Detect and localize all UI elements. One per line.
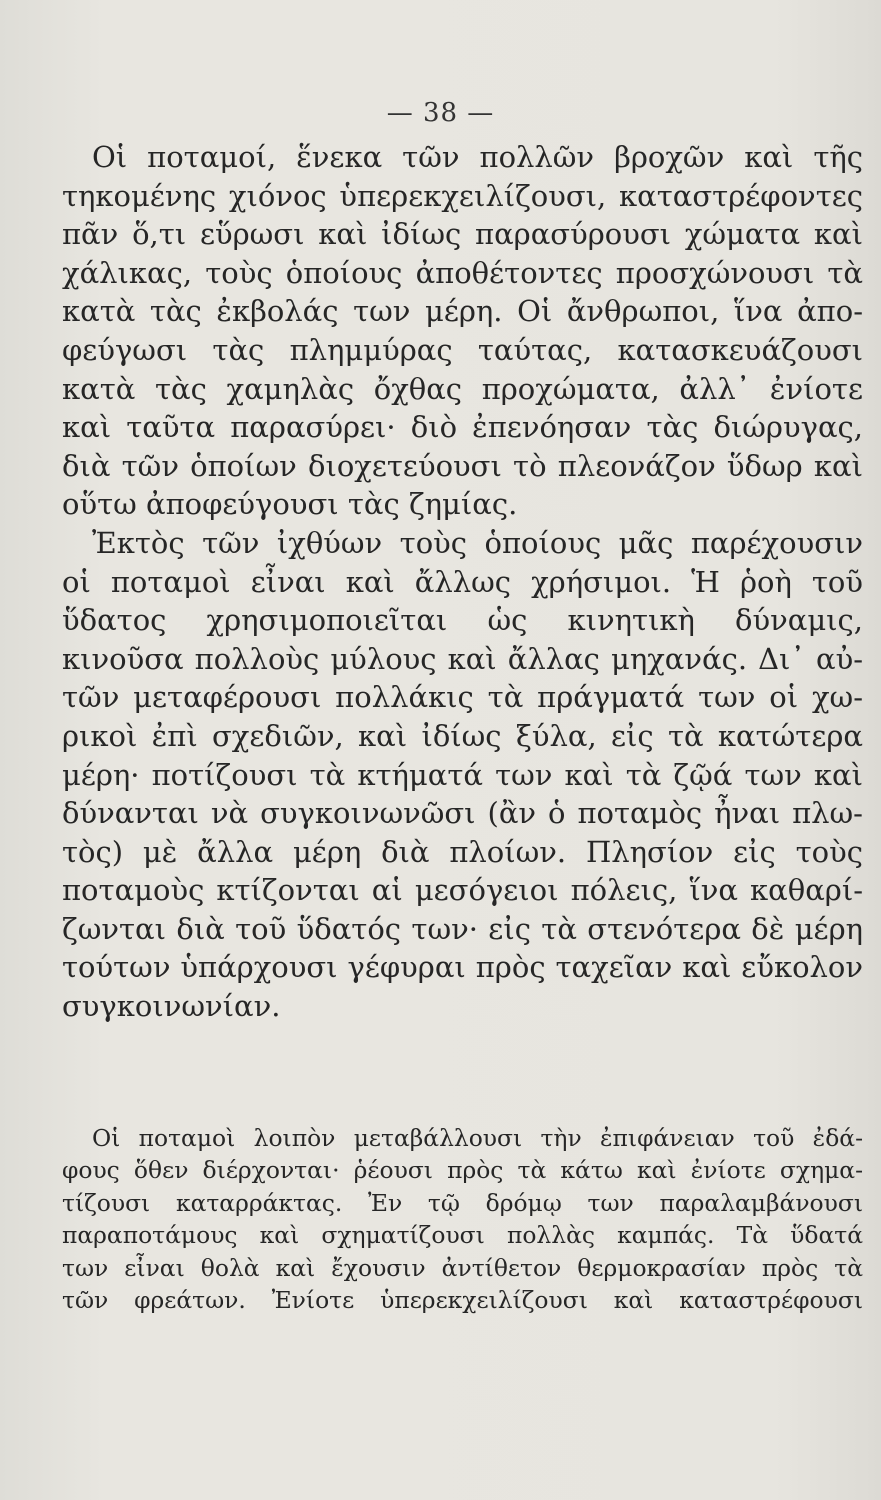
text-line: ζωνται διὰ τοῦ ὕδατός των· εἰς τὰ στενότερα δὲ μέρη bbox=[62, 911, 863, 946]
text-line: ποταμοὺς κτίζονται αἱ μεσόγειοι πόλεις, ἵνα καθαρί- bbox=[62, 873, 863, 908]
text-line: κινοῦσα πολλοὺς μύλους καὶ ἄλλας μηχανάς. Δι᾽ αὐ- bbox=[62, 641, 863, 676]
text-line: μέρη· ποτίζουσι τὰ κτήματά των καὶ τὰ ζῷά των καὶ bbox=[62, 757, 863, 792]
text-line: χάλικας, τοὺς ὁποίους ἀποθέτοντες προσχώνουσι τὰ bbox=[62, 255, 863, 290]
text-line: κατὰ τὰς ἐκβολάς των μέρη. Οἱ ἄνθρωποι, ἵνα ἀπο- bbox=[62, 294, 863, 329]
main-text-block bbox=[62, 138, 863, 1026]
text-line: τῶν φρεάτων. Ἐνίοτε ὑπερεκχειλίζουσι καὶ καταστρέφουσι bbox=[62, 1285, 863, 1314]
text-line: καὶ ταῦτα παρασύρει· διὸ ἐπενόησαν τὰς διώρυγας, bbox=[62, 410, 863, 445]
text-line: φεύγωσι τὰς πλημμύρας ταύτας, κατασκευάζουσι bbox=[62, 332, 863, 367]
text-line: ὕδατος χρησιμοποιεῖται ὡς κινητικὴ δύναμις, bbox=[62, 603, 863, 638]
text-line: οἱ ποταμοὶ εἶναι καὶ ἄλλως χρήσιμοι. Ἡ ῥοὴ τοῦ bbox=[62, 564, 863, 599]
text-line: Οἱ ποταμοί, ἕνεκα τῶν πολλῶν βροχῶν καὶ τῆς bbox=[92, 140, 863, 174]
summary-text-block bbox=[62, 1122, 863, 1316]
text-line: διὰ τῶν ὁποίων διοχετεύουσι τὸ πλεονάζον ὕδωρ καὶ bbox=[62, 448, 863, 483]
text-line: παραποτάμους καὶ σχηματίζουσι πολλὰς καμπάς. Τὰ ὕδατά bbox=[62, 1221, 863, 1250]
text-line: κατὰ τὰς χαμηλὰς ὄχθας προχώματα, ἀλλ᾽ ἐνίοτε bbox=[62, 371, 863, 406]
text-line: δύνανται νὰ συγκοινωνῶσι (ἂν ὁ ποταμὸς ἦναι πλω- bbox=[62, 796, 863, 831]
text-line: φους ὅθεν διέρχονται· ῥέουσι πρὸς τὰ κάτω καὶ ἐνίοτε σχημα- bbox=[62, 1156, 863, 1185]
text-line: Ἐκτὸς τῶν ἰχθύων τοὺς ὁποίους μᾶς παρέχουσιν bbox=[92, 525, 863, 560]
text-line: των εἶναι θολὰ καὶ ἔχουσιν ἀντίθετον θερμοκρασίαν πρὸς τὰ bbox=[62, 1253, 863, 1282]
text-line: πᾶν ὅ,τι εὕρωσι καὶ ἰδίως παρασύρουσι χώματα καὶ bbox=[62, 217, 863, 252]
page-number: — 38 — bbox=[386, 98, 495, 128]
text-line: τὸς) μὲ ἄλλα μέρη διὰ πλοίων. Πλησίον εἰς τοὺς bbox=[62, 834, 863, 869]
text-line: συγκοινωνίαν. bbox=[62, 989, 281, 1024]
text-line: τηκομένης χιόνος ὑπερεκχειλίζουσι, καταστρέφοντες bbox=[62, 178, 863, 213]
text-line: τίζουσι καταρράκτας. Ἐν τῷ δρόμῳ των παραλαμβάνουσι bbox=[62, 1188, 863, 1217]
text-line: οὕτω ἀποφεύγουσι τὰς ζημίας. bbox=[62, 487, 518, 522]
text-line: Οἱ ποταμοὶ λοιπὸν μεταβάλλουσι τὴν ἐπιφάνειαν τοῦ ἐδά- bbox=[92, 1124, 863, 1152]
text-line: τῶν μεταφέρουσι πολλάκις τὰ πράγματά των οἱ χω- bbox=[62, 680, 863, 715]
text-line: τούτων ὑπάρχουσι γέφυραι πρὸς ταχεῖαν καὶ εὔκολον bbox=[62, 950, 863, 985]
text-line: ρικοὶ ἐπὶ σχεδιῶν, καὶ ἰδίως ξύλα, εἰς τὰ κατώτερα bbox=[62, 718, 863, 753]
